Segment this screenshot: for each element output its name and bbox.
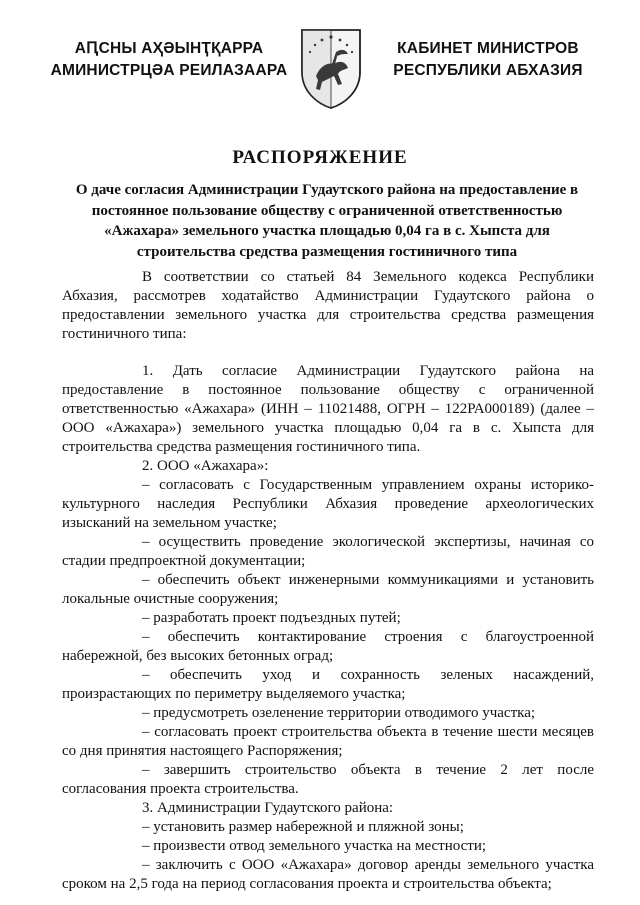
- preamble-paragraph: В соответствии со статьей 84 Земельного кодекса Республики Абхазия, рассмотрев ходатайство Администрации Гудаутского района о предоставлении земельного участка для строительства средства размещения гостиничного типа:: [62, 269, 594, 342]
- item-2-point: – обеспечить контактирование строения с благоустроенной набережной, без высоких бетонных оград;: [62, 629, 594, 664]
- item-2-point: – обеспечить уход и сохранность зеленых насаждений, произрастающих по периметру выделяемого участка;: [62, 667, 594, 702]
- document-subject: О даче согласия Администрации Гудаутского района на предоставление в постоянное пользование обществу с ограниченной ответственностью «Ажахара» земельного участка площадью 0,04 га в с. Хыпста для строительства средства размещения гостиничного типа: [75, 182, 579, 260]
- item-3-point: – установить размер набережной и пляжной зоны;: [142, 819, 464, 835]
- header-right-line2: РЕСПУБЛИКИ АБХАЗИЯ: [393, 62, 583, 79]
- header-right-line1: КАБИНЕТ МИНИСТРОВ: [397, 40, 579, 57]
- item-2-point: – согласовать проект строительства объекта в течение шести месяцев со дня принятия настоящего Распоряжения;: [62, 724, 594, 759]
- document-body: [62, 268, 594, 894]
- item-2-point: – разработать проект подъездных путей;: [142, 610, 401, 626]
- header-left-line1: АԤСНЫ АҲӘЫНҬҚАРРА: [74, 40, 264, 57]
- item-3-heading: 3. Администрации Гудаутского района:: [142, 800, 394, 816]
- document-title: РАСПОРЯЖЕНИЕ: [232, 147, 408, 168]
- header-left-line2: АМИНИСТРЦӘА РЕИЛАЗААРА: [50, 62, 288, 79]
- item-2-point: – завершить строительство объекта в течение 2 лет после согласования проекта строительства.: [62, 762, 594, 797]
- item-2-point: – согласовать с Государственным управлением охраны историко-культурного наследия Республики Абхазия проведение археологических изысканий на земельном участке;: [62, 477, 594, 531]
- coat-of-arms-emblem: [298, 26, 364, 110]
- item-2-point: – осуществить проведение экологической экспертизы, начиная со стадии предпроектной документации;: [62, 534, 594, 569]
- item-1: 1. Дать согласие Администрации Гудаутского района на предоставление в постоянное пользование обществу с ограниченной ответственностью «Ажахара» (ИНН – 11021488, ОГРН – 122РА000189) (далее – ООО «Ажахара») земельного участка площадью 0,04 га в с. Хыпста для строительства средства размещения гостиничного типа.: [62, 363, 594, 455]
- paragraph-gap: [62, 344, 594, 362]
- item-2-point: – обеспечить объект инженерными коммуникациями и установить локальные очистные сооружения;: [62, 572, 594, 607]
- header-russian: [372, 38, 604, 82]
- item-3-point: – произвести отвод земельного участка на местности;: [142, 838, 487, 854]
- item-2-point: – предусмотреть озеленение территории отводимого участка;: [142, 705, 536, 721]
- item-2-heading: 2. ООО «Ажахара»:: [142, 458, 269, 474]
- item-3-point: – заключить с ООО «Ажахара» договор аренды земельного участка сроком на 2,5 года на период согласования проекта и строительства объекта;: [62, 857, 594, 892]
- header-abkhaz: [44, 38, 294, 82]
